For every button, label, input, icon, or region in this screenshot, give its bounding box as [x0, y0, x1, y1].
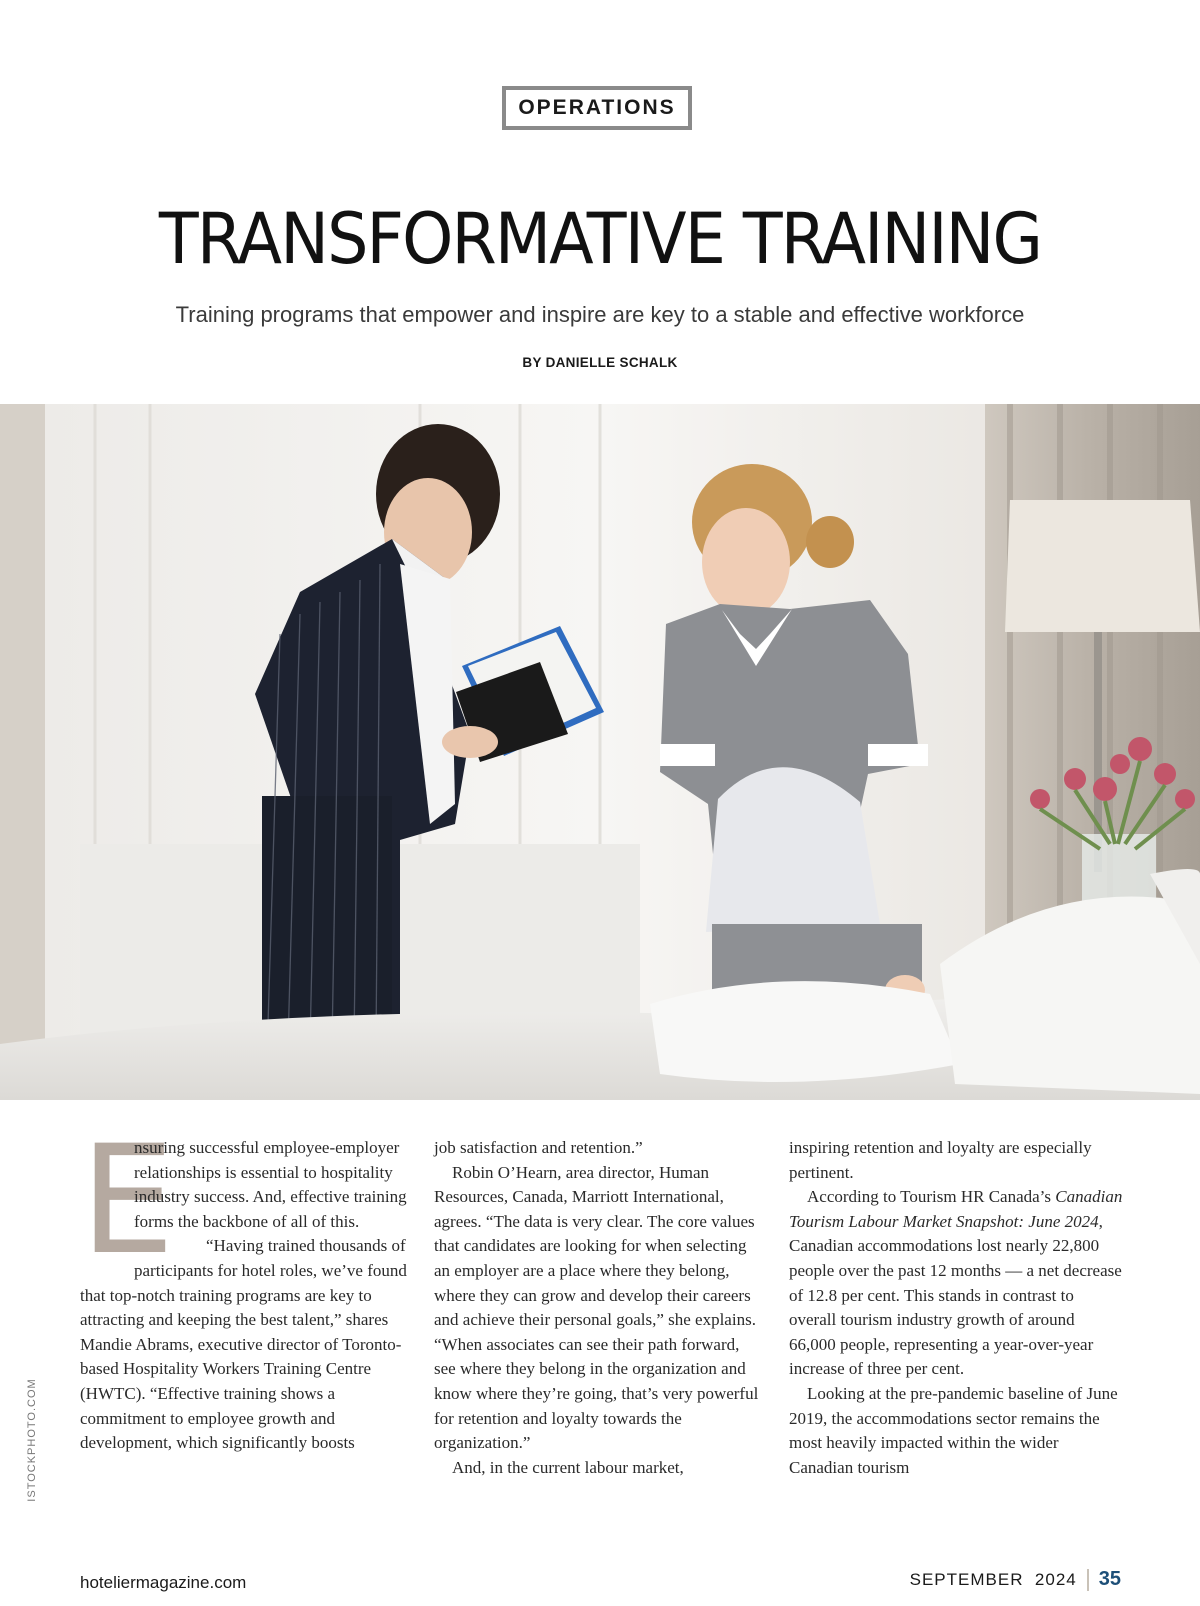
- photo-credit: [22, 1375, 42, 1505]
- drop-cap: E: [80, 1114, 175, 1288]
- section-tag: OPERATIONS: [502, 86, 692, 130]
- article-column-3: [789, 1136, 1124, 1480]
- article-paragraph: [789, 1185, 1124, 1382]
- paragraph-text: nsuring successful employee-employer relationships is essential to hospitality industry success. And, effective training forms the backbone of all of this.: [134, 1138, 407, 1231]
- footer-folio: [910, 1568, 1121, 1591]
- paragraph-text: , Canadian accommodations lost nearly 22,800 people over the past 12 months — a net decrease of 12.8 per cent. This stands in contrast to overall tourism industry growth of around 66,000 people, representing a year-over-year increase of three per cent.: [789, 1211, 1122, 1379]
- article-paragraph: Looking at the pre-pandemic baseline of June 2019, the accommodations sector remains the most heavily impacted within the wider Canadian tourism: [789, 1383, 1118, 1477]
- article-column-2: [434, 1136, 764, 1480]
- article-paragraph: inspiring retention and loyalty are especially pertinent.: [789, 1138, 1092, 1182]
- article-byline: BY DANIELLE SCHALK: [522, 355, 678, 370]
- photo-credit-text: ISTOCKPHOTO.COM: [26, 1378, 38, 1502]
- photo-illustration: [0, 404, 1200, 1100]
- footer-website[interactable]: hoteliermagazine.com: [80, 1573, 247, 1592]
- report-title: Canadian Tourism Labour Market Snapshot: June 2024: [789, 1187, 1123, 1231]
- folio-divider: [1087, 1569, 1089, 1591]
- article-headline: TRANSFORMATIVE TRAINING: [158, 198, 1042, 280]
- article-paragraph: And, in the current labour market,: [452, 1457, 684, 1477]
- article-paragraph: [80, 1114, 410, 1288]
- paragraph-text: According to Tourism HR Canada’s: [807, 1187, 1056, 1207]
- article-deck: Training programs that empower and inspire are key to a stable and effective workforce: [175, 302, 1025, 327]
- issue-date: SEPTEMBER 2024: [909, 1569, 1077, 1589]
- article-photo: [0, 404, 1200, 1100]
- article-column-1: [80, 1114, 410, 1456]
- page-number: 35: [1098, 1568, 1121, 1590]
- article-paragraph: Robin O’Hearn, area director, Human Resources, Canada, Marriott International, agrees. “The data is very clear. The core values that candidates are looking for when selecting an employer are a place where they belong, where they can grow and develop their careers and achieve their personal goals,” she explains. “When associates can see their path forward, see where they belong in the organization and know where they’re going, that’s very powerful for retention and loyalty towards the organization.”: [434, 1162, 759, 1453]
- article-paragraph: job satisfaction and retention.”: [434, 1138, 643, 1157]
- article-paragraph: “Having trained thousands of participants for hotel roles, we’ve found that top-notch training programs are key to attracting and keeping the best talent,” shares Mandie Abrams, executive director of Toronto-based Hospitality Workers Training Centre (HWTC). “Effective training shows a commitment to employee growth and development, which significantly boosts: [80, 1236, 407, 1453]
